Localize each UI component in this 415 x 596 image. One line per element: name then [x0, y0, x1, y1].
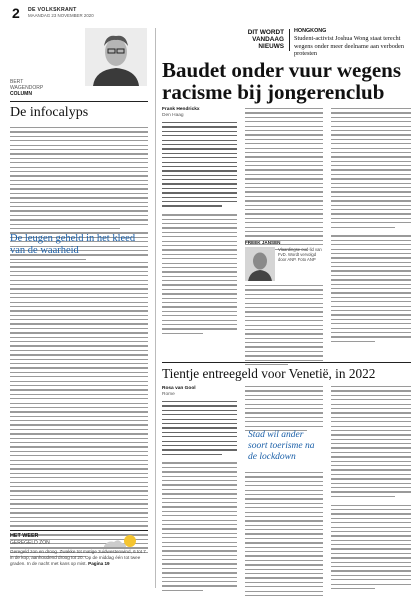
second-body-col-3: [331, 386, 411, 592]
weather-text: [10, 549, 148, 567]
main-body-col-3: [331, 108, 411, 345]
columnist-photo: [85, 28, 147, 86]
main-intro-text: [162, 122, 237, 337]
issue-date: MAANDAG 23 NOVEMBER 2020: [28, 13, 94, 18]
news-box-tag: HONGKONG: [294, 28, 327, 34]
news-box-line-2: VANDAAG: [252, 36, 284, 44]
main-byline-city: Den Haag: [162, 113, 184, 118]
photo-credit-name: FREEK JANSEN: [245, 240, 281, 245]
columnist-portrait-icon: [85, 28, 147, 86]
column-body-text-2: [10, 262, 148, 561]
columnist-byline: [10, 79, 43, 98]
article-photo: [245, 247, 275, 281]
second-intro-text: [162, 401, 237, 594]
news-box-divider: [289, 29, 290, 51]
newspaper-name: DE VOLKSKRANT: [28, 7, 77, 13]
weather-description: Geregeld zon en droog. Zwakke tot matige zuidwestenwind, 6 tot 7 in de kop, aanhoudend droog tot 20. Op de middag één tot twee graden. In de nacht met kans op mist.: [10, 549, 146, 566]
second-byline: [162, 386, 196, 398]
column-title: De infocalyps: [10, 105, 89, 120]
main-headline: Baudet onder vuur wegens racisme bij jongerenclub: [162, 58, 402, 104]
page-header: [10, 7, 410, 23]
person-photo-icon: [245, 247, 275, 281]
weather-label: HET WEER: [10, 533, 39, 539]
column-label: COLUMN: [10, 91, 32, 98]
weather-page-ref: Pagina 19: [88, 561, 110, 566]
news-box-text: Student-activist Joshua Wong staat terecht wegens onder meer deelname aan verboden protesten: [294, 35, 404, 58]
second-body-col-2a: [245, 386, 323, 434]
main-byline-name: Frank Hendrickx: [162, 107, 200, 112]
main-byline: [162, 107, 200, 119]
news-box-line-3: NIEUWS: [258, 43, 284, 51]
second-byline-city: Rome: [162, 392, 175, 397]
main-body-col-2b: [245, 285, 323, 368]
column-divider: [155, 28, 156, 588]
second-pullquote: Stad wil ander soort toerisme na de lockdown: [248, 430, 315, 462]
news-box-line-1: DIT WORDT: [247, 29, 284, 36]
weather-subtitle: GEREGELD ZON: [10, 540, 50, 546]
second-headline: Tientje entreegeld voor Venetië, in 2022: [162, 366, 376, 381]
main-body-col-2: [245, 108, 323, 253]
second-article-rule: [162, 362, 411, 363]
news-box-label: [232, 29, 284, 51]
column-rule: [10, 101, 148, 102]
page-number: 2: [12, 5, 20, 21]
columnist-first-name: BERT: [10, 79, 24, 85]
second-byline-name: Rosa van Gool: [162, 386, 196, 391]
columnist-last-name: WAGENDORP: [10, 85, 44, 92]
second-body-col-2b: [245, 472, 323, 596]
photo-caption: Vlaardingse oud-lid van FvD. Wordt vervolgd door ANP. Foto ANP: [278, 247, 322, 263]
column-subhead: De leugen geheld in het kleed van de waarheid: [10, 233, 136, 256]
